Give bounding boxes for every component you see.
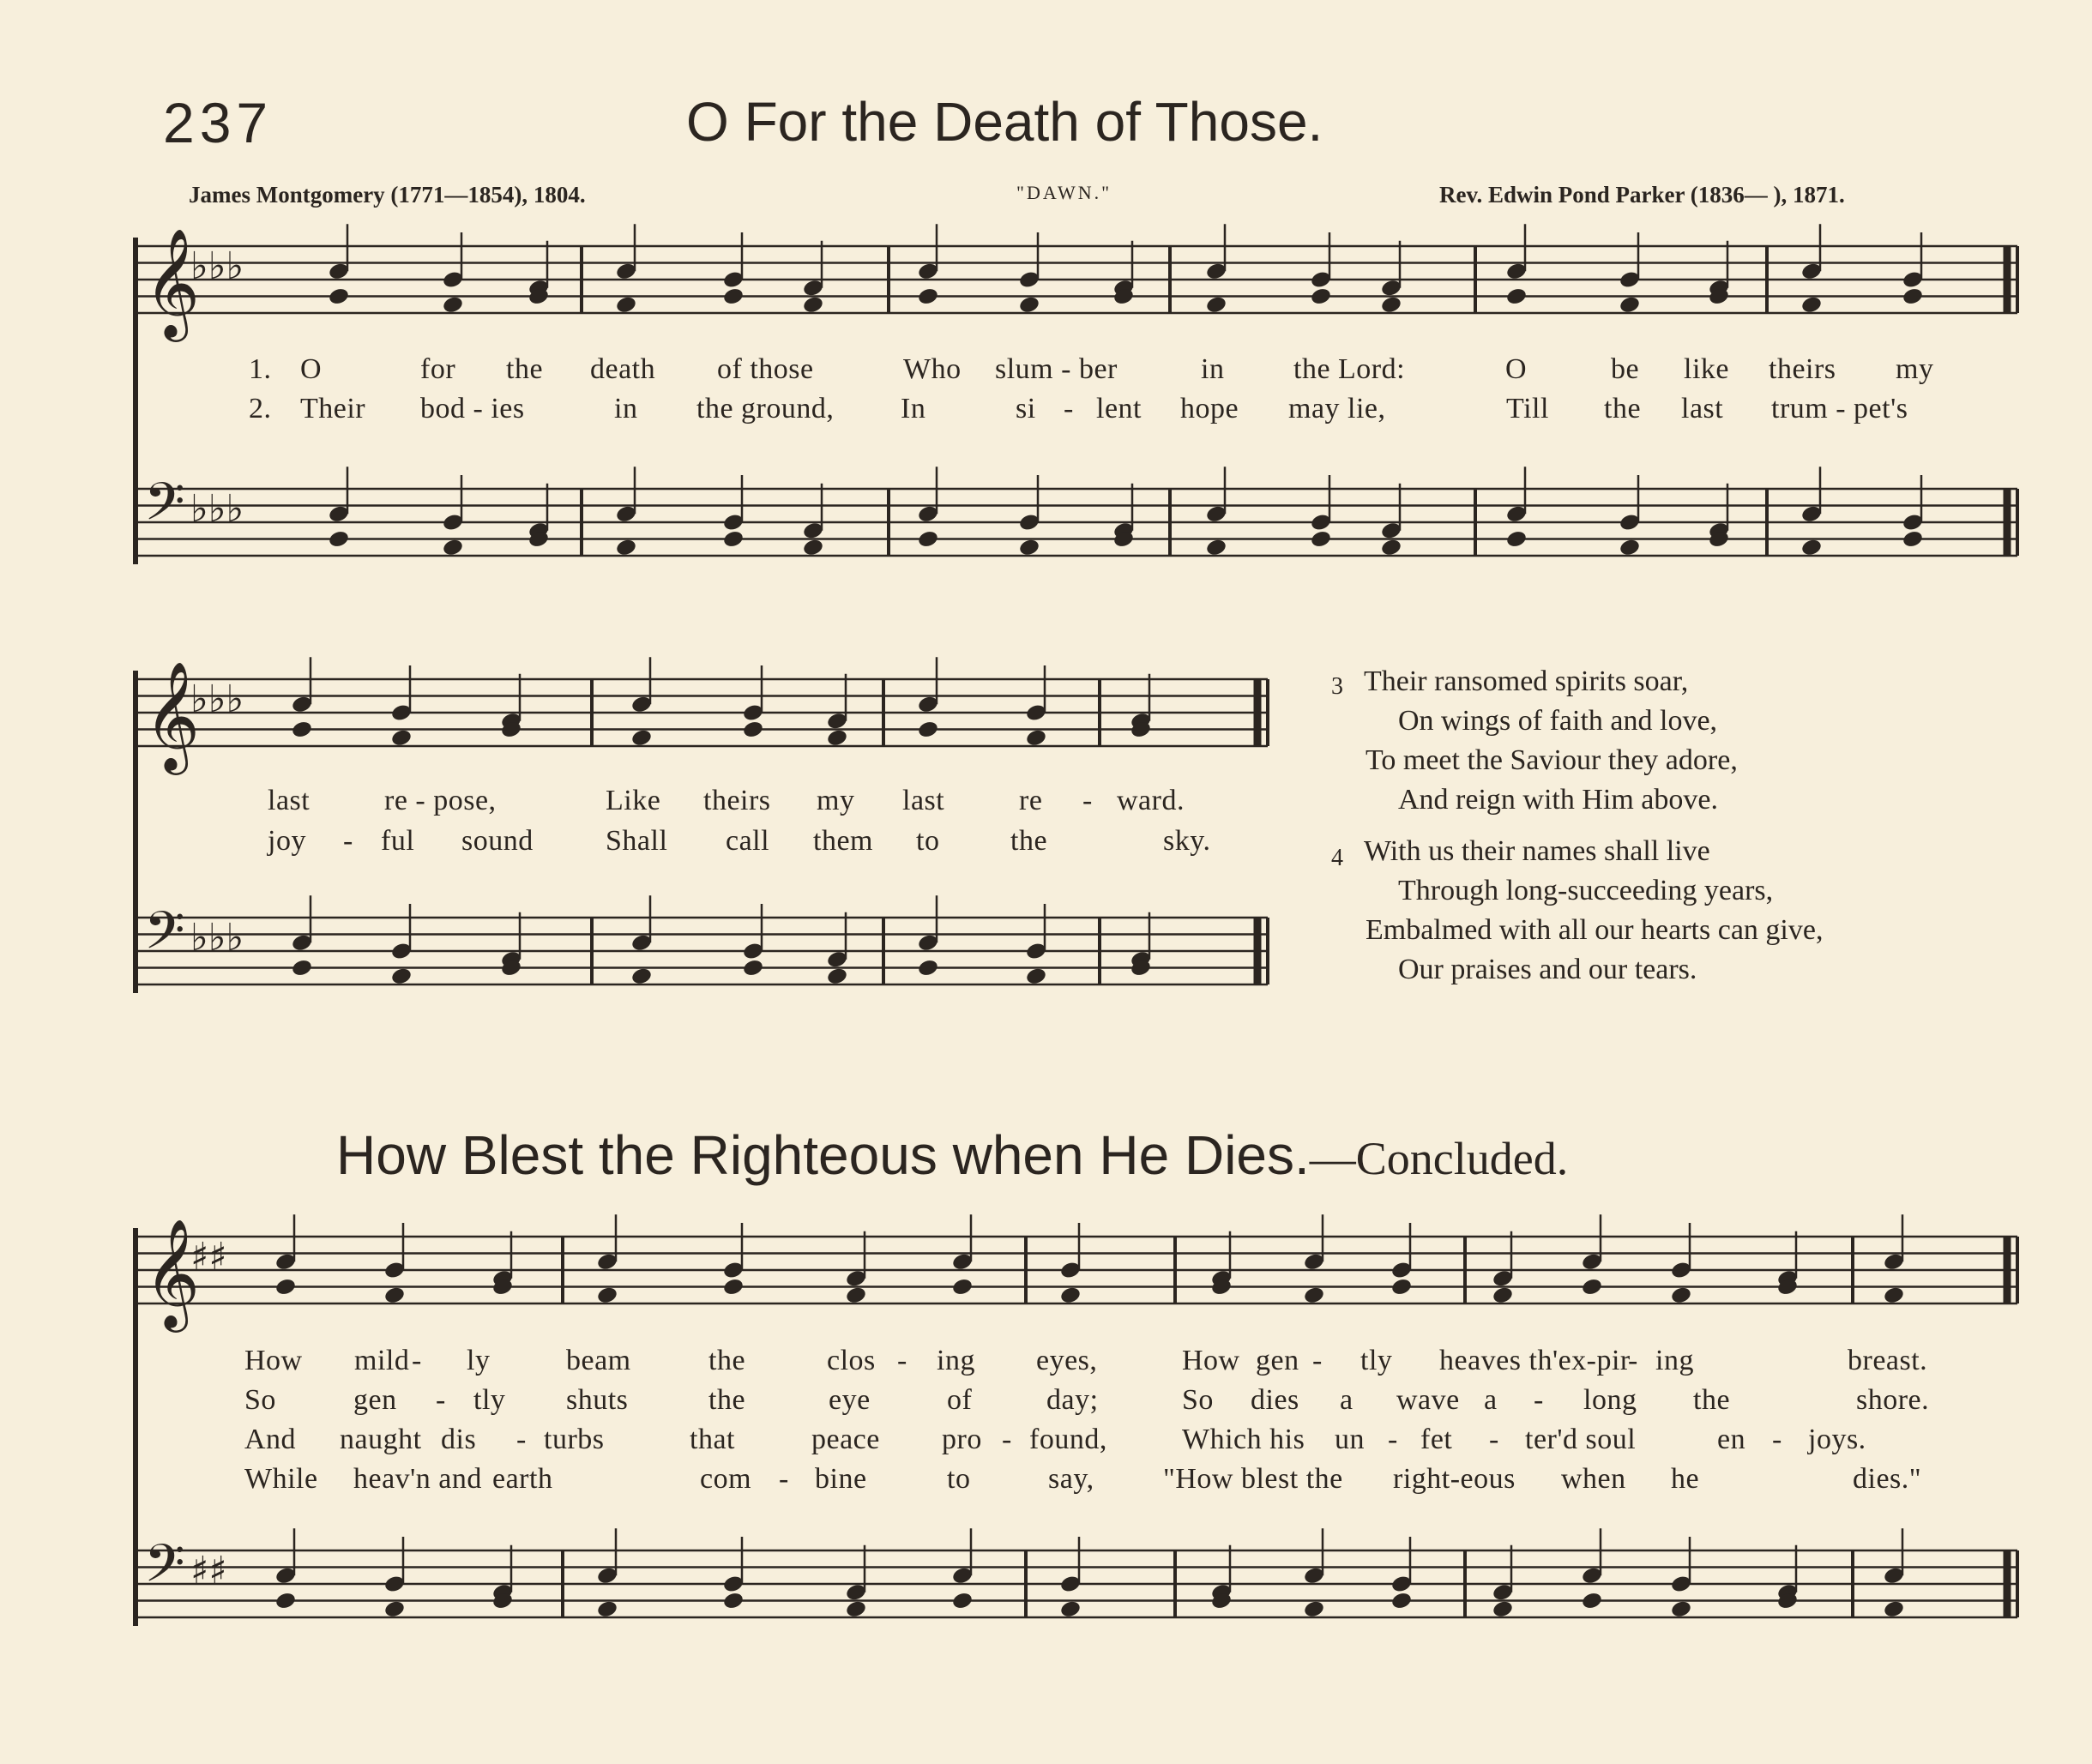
lyric-syllable: "How blest the bbox=[1163, 1463, 1343, 1495]
lyric-syllable: wave bbox=[1396, 1384, 1460, 1416]
note-head bbox=[1619, 538, 1641, 557]
lyric-syllable: be bbox=[1611, 353, 1640, 385]
note-head bbox=[1883, 1285, 1905, 1305]
lyric-syllable: gen bbox=[353, 1384, 397, 1416]
lyric-syllable: day; bbox=[1046, 1384, 1099, 1416]
lyric-syllable: may lie, bbox=[1288, 393, 1386, 424]
note-head bbox=[1800, 295, 1823, 315]
stanza-line: With us their names shall live bbox=[1364, 835, 1710, 867]
note-head bbox=[742, 958, 764, 978]
note-head bbox=[1902, 529, 1924, 549]
lyric-syllable: - bbox=[1489, 1424, 1499, 1455]
sharp-key-signature-icon: ♯♯ bbox=[190, 1549, 227, 1592]
note-head bbox=[1492, 1599, 1514, 1619]
note-head bbox=[1902, 286, 1924, 306]
stanza-line: Embalmed with all our hearts can give, bbox=[1366, 914, 1824, 946]
note-head bbox=[1025, 728, 1047, 748]
note-head bbox=[917, 958, 939, 978]
lyric-syllable: shore. bbox=[1856, 1384, 1930, 1416]
note-head bbox=[951, 1277, 974, 1297]
lyric-syllable: While bbox=[244, 1463, 318, 1495]
lyric-syllable: beam bbox=[566, 1345, 631, 1376]
note-head bbox=[917, 286, 939, 306]
lyric-syllable: the bbox=[708, 1345, 746, 1376]
flat-key-signature-icon: ♭♭♭ bbox=[190, 487, 244, 531]
lyric-syllable: Who bbox=[903, 353, 962, 385]
lyric-syllable: - bbox=[516, 1424, 527, 1455]
note-head bbox=[1581, 1591, 1603, 1610]
lyric-syllable: - bbox=[436, 1384, 446, 1416]
note-head bbox=[1018, 295, 1040, 315]
lyric-syllable: my bbox=[1896, 353, 1934, 385]
note-head bbox=[1025, 966, 1047, 986]
lyric-syllable: call bbox=[726, 825, 770, 857]
lyric-syllable: right-eous bbox=[1393, 1463, 1516, 1495]
note-head bbox=[1310, 529, 1332, 549]
note-head bbox=[1670, 1285, 1692, 1305]
lyric-syllable: re bbox=[1019, 785, 1043, 816]
treble-clef-icon: 𝄞 bbox=[144, 227, 201, 337]
note-head bbox=[1310, 286, 1332, 306]
lyric-syllable: breast. bbox=[1848, 1345, 1928, 1376]
lyric-syllable: bod - ies bbox=[420, 393, 525, 424]
lyric-syllable: to bbox=[916, 825, 940, 857]
lyric-syllable: - bbox=[897, 1345, 907, 1376]
note-head bbox=[1390, 1277, 1413, 1297]
note-head bbox=[722, 286, 745, 306]
note-head bbox=[742, 719, 764, 739]
lyric-syllable: my bbox=[817, 785, 855, 816]
lyric-syllable: the bbox=[1010, 825, 1048, 857]
note-head bbox=[1619, 295, 1641, 315]
note-head bbox=[722, 1591, 745, 1610]
lyric-syllable: - bbox=[1064, 393, 1074, 424]
lyric-syllable: dis bbox=[441, 1424, 477, 1455]
lyric-syllable: he bbox=[1671, 1463, 1700, 1495]
note-head bbox=[917, 529, 939, 549]
author-credit: James Montgomery (1771—1854), 1804. bbox=[189, 182, 586, 208]
lyric-syllable: In bbox=[901, 393, 926, 424]
lyric-syllable: last bbox=[1681, 393, 1724, 424]
note-head bbox=[596, 1285, 618, 1305]
lyric-syllable: How bbox=[1182, 1345, 1240, 1376]
second-hymn-title bbox=[336, 1123, 1568, 1187]
lyric-syllable: O bbox=[1505, 353, 1528, 385]
note-head bbox=[802, 295, 824, 315]
lyric-syllable: - bbox=[1534, 1384, 1544, 1416]
lyric-syllable: death bbox=[590, 353, 656, 385]
lyric-syllable: So bbox=[244, 1384, 276, 1416]
lyric-syllable: 2. bbox=[249, 393, 272, 424]
lyric-syllable: How bbox=[244, 1345, 303, 1376]
lyric-syllable: And bbox=[244, 1424, 297, 1455]
note-head bbox=[1059, 1599, 1082, 1619]
note-head bbox=[442, 295, 464, 315]
lyric-syllable: ing bbox=[937, 1345, 975, 1376]
sharp-key-signature-icon: ♯♯ bbox=[190, 1235, 227, 1279]
lyric-syllable: trum - pet's bbox=[1771, 393, 1908, 424]
lyric-syllable: turbs bbox=[544, 1424, 605, 1455]
lyric-syllable: joys. bbox=[1808, 1424, 1866, 1455]
lyric-syllable: Till bbox=[1506, 393, 1549, 424]
stanza-line: Their ransomed spirits soar, bbox=[1364, 665, 1689, 697]
lyric-syllable: en bbox=[1717, 1424, 1746, 1455]
bass-clef-icon: 𝄢 bbox=[144, 1533, 185, 1607]
lyric-syllable: the bbox=[1604, 393, 1642, 424]
lyric-syllable: of those bbox=[717, 353, 814, 385]
note-head bbox=[630, 728, 653, 748]
lyric-syllable: dies." bbox=[1853, 1463, 1922, 1495]
lyric-syllable: heaves th'ex-pir bbox=[1439, 1345, 1631, 1376]
lyric-syllable: 1. bbox=[249, 353, 272, 385]
lyric-syllable: Shall bbox=[606, 825, 668, 857]
note-head bbox=[917, 719, 939, 739]
lyric-syllable: Which his bbox=[1182, 1424, 1305, 1455]
lyric-syllable: heav'n and bbox=[353, 1463, 482, 1495]
lyric-syllable: So bbox=[1182, 1384, 1214, 1416]
stanza-line: On wings of faith and love, bbox=[1398, 705, 1718, 737]
note-head bbox=[291, 958, 313, 978]
lyric-syllable: of bbox=[947, 1384, 973, 1416]
lyric-syllable: the bbox=[1693, 1384, 1731, 1416]
note-head bbox=[722, 1277, 745, 1297]
lyric-syllable: like bbox=[1684, 353, 1729, 385]
lyric-syllable: - bbox=[343, 825, 353, 857]
lyric-syllable: re - pose, bbox=[384, 785, 497, 816]
note-head bbox=[1059, 1285, 1082, 1305]
note-head bbox=[1303, 1285, 1325, 1305]
note-head bbox=[383, 1285, 406, 1305]
stanza-number: 3 bbox=[1331, 673, 1343, 700]
lyric-syllable: that bbox=[690, 1424, 735, 1455]
note-head bbox=[630, 966, 653, 986]
lyric-syllable: theirs bbox=[1769, 353, 1836, 385]
lyric-syllable: dies bbox=[1251, 1384, 1299, 1416]
note-head bbox=[1883, 1599, 1905, 1619]
lyric-syllable: hope bbox=[1180, 393, 1239, 424]
lyric-syllable: ing bbox=[1655, 1345, 1694, 1376]
note-head bbox=[328, 286, 350, 306]
note-head bbox=[1205, 538, 1227, 557]
treble-clef-icon: 𝄞 bbox=[144, 1218, 201, 1328]
lyric-syllable: pro bbox=[942, 1424, 982, 1455]
note-head bbox=[1390, 1591, 1413, 1610]
lyric-syllable: say, bbox=[1048, 1463, 1094, 1495]
lyric-syllable: si bbox=[1016, 393, 1036, 424]
lyric-syllable: - bbox=[1002, 1424, 1012, 1455]
note-head bbox=[1018, 538, 1040, 557]
lyric-syllable: the bbox=[708, 1384, 746, 1416]
note-head bbox=[615, 538, 637, 557]
note-head bbox=[442, 538, 464, 557]
note-head bbox=[291, 719, 313, 739]
note-head bbox=[274, 1591, 297, 1610]
lyric-syllable: - bbox=[1082, 785, 1093, 816]
note-head bbox=[722, 529, 745, 549]
note-head bbox=[1505, 286, 1528, 306]
lyric-syllable: bine bbox=[815, 1463, 867, 1495]
lyric-syllable: ly bbox=[467, 1345, 491, 1376]
lyric-syllable: the Lord: bbox=[1293, 353, 1406, 385]
lyric-syllable: for bbox=[420, 353, 456, 385]
bass-clef-icon: 𝄢 bbox=[144, 900, 185, 974]
lyric-syllable: last bbox=[902, 785, 945, 816]
note-head bbox=[1670, 1599, 1692, 1619]
note-head bbox=[328, 529, 350, 549]
lyric-syllable: tly bbox=[1360, 1345, 1393, 1376]
note-head bbox=[383, 1599, 406, 1619]
lyric-syllable: ful bbox=[381, 825, 415, 857]
flat-key-signature-icon: ♭♭♭ bbox=[190, 244, 244, 288]
note-head bbox=[390, 728, 413, 748]
stanza-line: To meet the Saviour they adore, bbox=[1366, 744, 1738, 776]
note-head bbox=[596, 1599, 618, 1619]
treble-clef-icon: 𝄞 bbox=[144, 660, 201, 770]
tune-name: "DAWN." bbox=[1016, 182, 1112, 203]
lyric-syllable: un bbox=[1335, 1424, 1365, 1455]
note-head bbox=[951, 1591, 974, 1610]
note-head bbox=[1505, 529, 1528, 549]
stanza-line: Through long-succeeding years, bbox=[1398, 875, 1774, 906]
note-head bbox=[845, 1599, 867, 1619]
lyric-syllable: eye bbox=[829, 1384, 871, 1416]
bass-clef-icon: 𝄢 bbox=[144, 472, 185, 545]
note-head bbox=[1303, 1599, 1325, 1619]
lyric-syllable: O bbox=[300, 353, 323, 385]
hymn-number: 237 bbox=[163, 91, 274, 154]
lyric-syllable: joy bbox=[268, 825, 306, 857]
lyric-syllable: - bbox=[412, 1345, 422, 1376]
lyric-syllable: eyes, bbox=[1036, 1345, 1098, 1376]
note-head bbox=[826, 966, 848, 986]
note-head bbox=[615, 295, 637, 315]
lyric-syllable: the ground, bbox=[696, 393, 835, 424]
lyric-syllable: earth bbox=[492, 1463, 553, 1495]
lyric-syllable: last bbox=[268, 785, 310, 816]
lyric-syllable: ward. bbox=[1117, 785, 1185, 816]
note-head bbox=[826, 728, 848, 748]
lyric-syllable: long bbox=[1583, 1384, 1637, 1416]
lyric-syllable: in bbox=[614, 393, 638, 424]
lyric-syllable: mild bbox=[354, 1345, 410, 1376]
hymn-title: O For the Death of Those. bbox=[686, 91, 1323, 153]
lyric-syllable: peace bbox=[811, 1424, 880, 1455]
flat-key-signature-icon: ♭♭♭ bbox=[190, 677, 244, 721]
lyric-syllable: them bbox=[813, 825, 873, 857]
composer-credit: Rev. Edwin Pond Parker (1836— ), 1871. bbox=[1439, 182, 1845, 208]
note-head bbox=[274, 1277, 297, 1297]
stanza-line: And reign with Him above. bbox=[1398, 784, 1718, 816]
lyric-syllable: lent bbox=[1096, 393, 1142, 424]
lyric-syllable: when bbox=[1561, 1463, 1626, 1495]
lyric-syllable: - bbox=[1388, 1424, 1398, 1455]
lyric-syllable: - bbox=[1628, 1345, 1638, 1376]
stanza-number: 4 bbox=[1331, 845, 1343, 871]
note-head bbox=[390, 966, 413, 986]
lyric-syllable: Like bbox=[606, 785, 661, 816]
note-head bbox=[1581, 1277, 1603, 1297]
stanza-line: Our praises and our tears. bbox=[1398, 954, 1697, 985]
note-head bbox=[1800, 538, 1823, 557]
lyric-syllable: a bbox=[1484, 1384, 1498, 1416]
note-head bbox=[1205, 295, 1227, 315]
note-head bbox=[802, 538, 824, 557]
lyric-syllable: tly bbox=[473, 1384, 506, 1416]
lyric-syllable: naught bbox=[340, 1424, 422, 1455]
lyric-syllable: the bbox=[506, 353, 544, 385]
note-head bbox=[1380, 295, 1402, 315]
lyric-syllable: ter'd soul bbox=[1525, 1424, 1637, 1455]
lyric-syllable: Their bbox=[300, 393, 366, 424]
concluded-label: —Concluded. bbox=[1309, 1133, 1569, 1184]
lyric-syllable: sky. bbox=[1163, 825, 1211, 857]
lyric-syllable: com bbox=[700, 1463, 752, 1495]
lyric-syllable: slum - ber bbox=[995, 353, 1118, 385]
flat-key-signature-icon: ♭♭♭ bbox=[190, 916, 244, 960]
lyric-syllable: sound bbox=[461, 825, 534, 857]
second-hymn-title-text: How Blest the Righteous when He Dies. bbox=[336, 1124, 1310, 1186]
lyric-syllable: gen bbox=[1256, 1345, 1299, 1376]
lyric-syllable: clos bbox=[827, 1345, 876, 1376]
lyric-syllable: - bbox=[1772, 1424, 1782, 1455]
lyric-syllable: theirs bbox=[703, 785, 771, 816]
note-head bbox=[1380, 538, 1402, 557]
lyric-syllable: - bbox=[1312, 1345, 1323, 1376]
lyric-syllable: found, bbox=[1029, 1424, 1107, 1455]
note-head bbox=[845, 1285, 867, 1305]
lyric-syllable: shuts bbox=[566, 1384, 629, 1416]
lyric-syllable: a bbox=[1340, 1384, 1353, 1416]
lyric-syllable: fet bbox=[1420, 1424, 1453, 1455]
lyric-syllable: to bbox=[947, 1463, 971, 1495]
lyric-syllable: in bbox=[1201, 353, 1225, 385]
lyric-syllable: - bbox=[779, 1463, 789, 1495]
note-head bbox=[1492, 1285, 1514, 1305]
